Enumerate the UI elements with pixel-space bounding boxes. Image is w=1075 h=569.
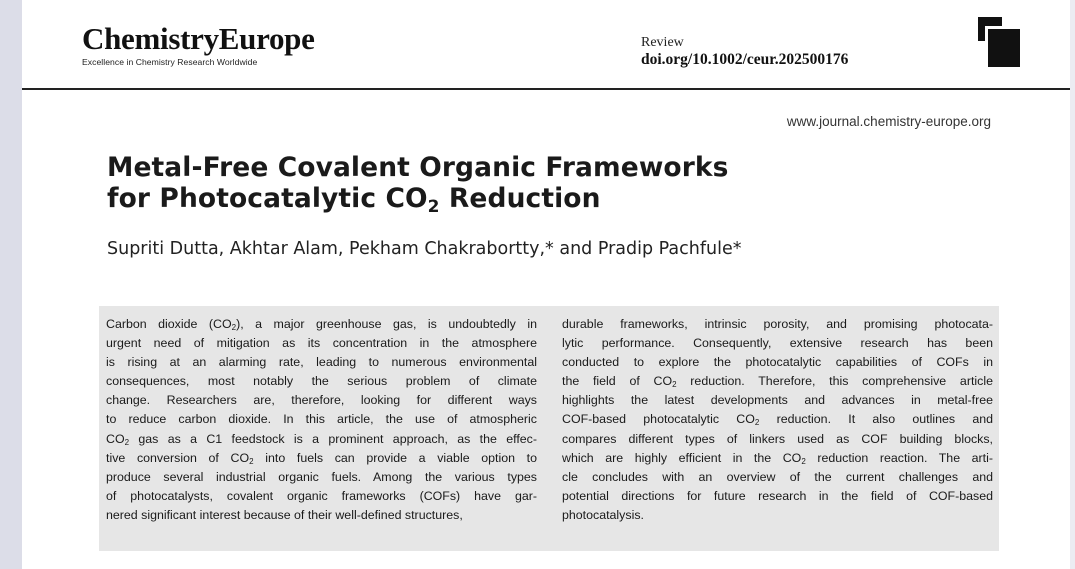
article-type: Review [641,35,684,50]
abstract-line: compares different types of linkers used as COF building blocks, [562,431,993,446]
journal-url-link[interactable]: www.journal.chemistry-europe.org [786,114,991,129]
publisher-logo-icon [978,17,1020,67]
abstract-line: nered significant interest because of their well-defined structures, [106,507,463,522]
abstract-line: highlights the latest developments and advances in metal-free [562,393,993,408]
abstract-line: is rising at an alarming rate, leading to numerous environmental [106,355,537,370]
right-scrollbar-edge [1070,0,1075,569]
left-margin-bar [0,0,22,569]
abstract-line: $CO_2$ gas as a C1 feedstock is a prominent approach, as the effec- [106,431,537,447]
title-line-1: Metal-Free Covalent Organic Frameworks [107,152,729,183]
article-doi-link[interactable]: doi.org/10.1002/ceur.202500176 [641,51,849,68]
abstract-line: urgent need of mitigation as its concentration in the atmosphere [106,336,537,351]
title-line-2: for Photocatalytic $CO_2$ Reduction [107,183,601,217]
abstract-line: which are highly efficient in the $CO_2$ reduction reaction. The arti- [562,450,993,466]
abstract-line: the field of $CO_2$ reduction. Therefore, this comprehensive article [562,374,993,390]
abstract-line: conducted to explore the photocatalytic capabilities of COFs in [562,355,993,370]
brand-name: ChemistryEurope [82,21,315,56]
abstract-line: to reduce carbon dioxide. In this article, the use of atmospheric [106,412,537,427]
header-divider [22,88,1070,90]
abstract-box [99,306,999,551]
abstract-line: of photocatalysts, covalent organic frameworks (COFs) have gar- [106,488,537,503]
abstract-line: COF-based photocatalytic $CO_2$ reduction. It also outlines and [562,412,993,428]
abstract-column-left [106,315,537,525]
article-title [107,152,729,217]
abstract-line: photocatalysis. [562,507,644,522]
abstract-line: potential directions for future research in the field of COF-based [562,488,993,503]
abstract-line: change. Researchers are, therefore, looking for different ways [106,393,537,408]
abstract-line: consequences, most notably the serious problem of climate [106,374,537,389]
article-meta [641,35,848,69]
journal-brand [82,22,315,67]
abstract-line: tive conversion of $CO_2$ into fuels can provide a viable option to [106,450,538,466]
brand-tagline: Excellence in Chemistry Research Worldwide [82,57,258,67]
abstract-column-right [562,315,993,525]
abstract-line: durable frameworks, intrinsic porosity, and promising photocata- [562,317,993,331]
abstract-line: Carbon dioxide $(CO_2)$, a major greenhouse gas, is undoubtedly in [106,317,537,332]
abstract-line: produce several industrial organic fuels. Among the various types [106,469,537,484]
author-list: Supriti Dutta, Akhtar Alam, Pekham Chakrabortty,* and Pradip Pachfule* [107,239,742,259]
abstract-line: cle concludes with an overview of the current challenges and [562,469,993,484]
abstract-line: lytic performance. Consequently, extensive research has been [562,336,993,351]
